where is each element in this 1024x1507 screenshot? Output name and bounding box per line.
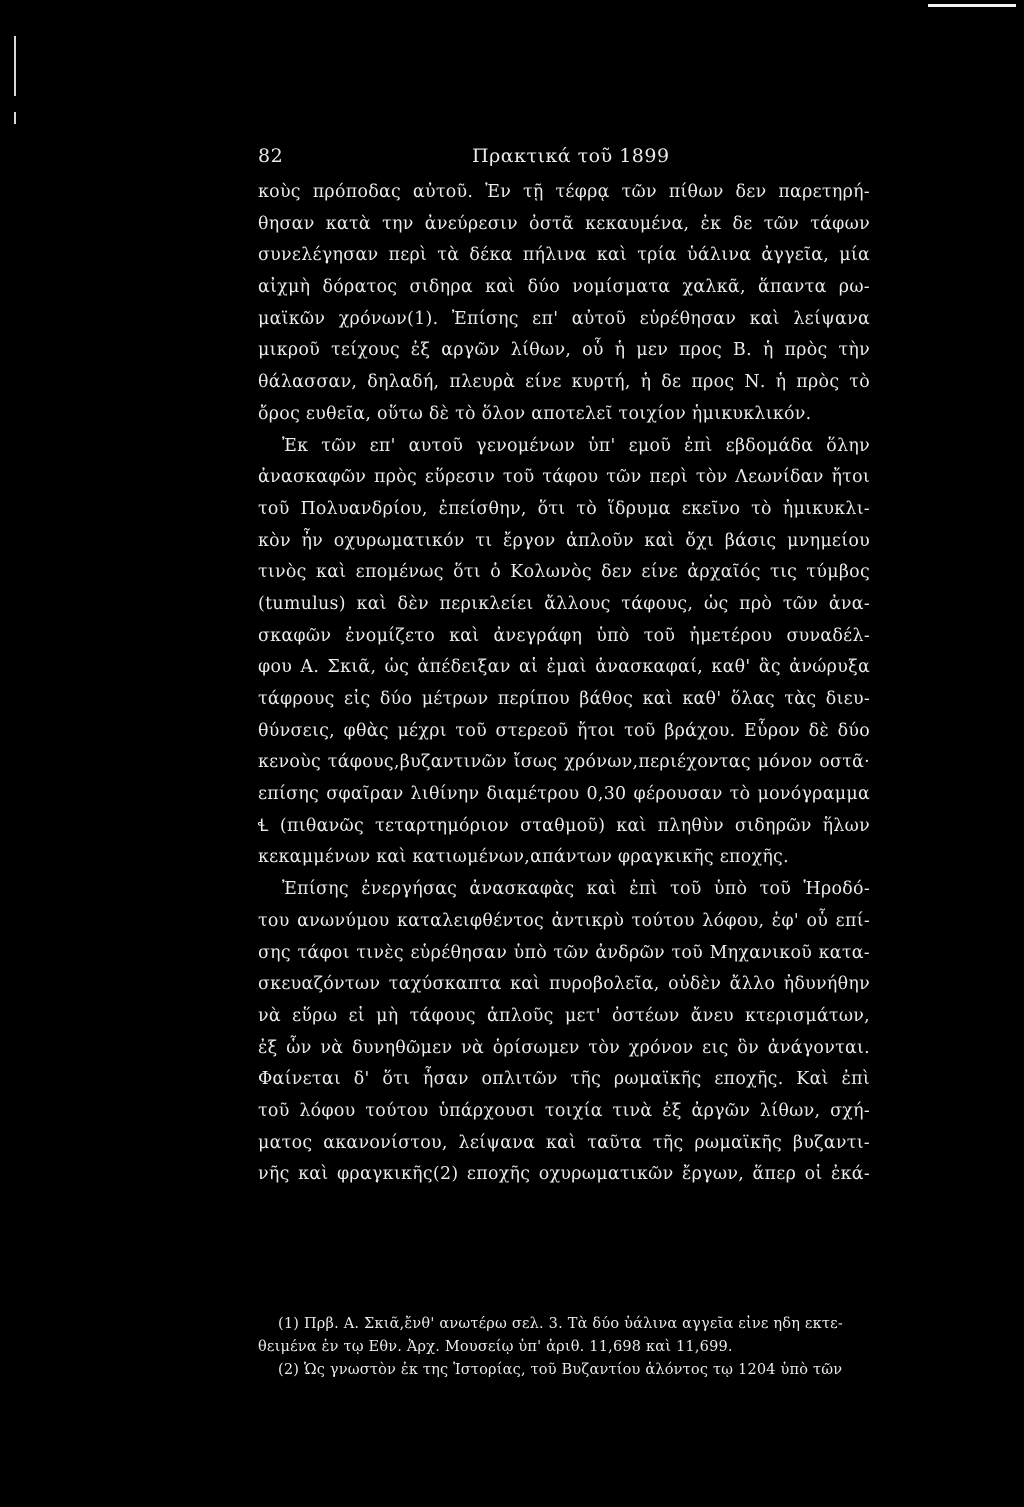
- text-line: κεκαμμένων καὶ κατιωμένων,απάντων φραγκικῆς εποχῆς.: [258, 847, 789, 868]
- text-line: συνελέγησαν περὶ τὰ δέκα πήλινα καὶ τρία ὑάλινα ἀγγεῖα, μία: [258, 245, 870, 266]
- text-line: νῆς καὶ φραγκικῆς(2) εποχῆς οχυρωματικῶν ἔργων, ἅπερ οἱ ἐκά-: [258, 1164, 870, 1185]
- text-line: τινὸς καὶ επομένως ὅτι ὁ Κολωνὸς δεν είνε ἀρχαῖός τις τύμβος: [258, 562, 870, 583]
- page-number: 82: [258, 145, 284, 167]
- body-text: [258, 177, 870, 1191]
- top-edge-rule: [928, 4, 1016, 7]
- running-title: Πρακτικά τοῦ 1899: [472, 145, 670, 167]
- text-line: τοῦ Πολυανδρίου, ἐπείσθην, ὅτι τὸ ἵδρυμα εκεῖνο τὸ ἡμικυκλι-: [258, 498, 870, 519]
- text-line: κὸν ἦν οχυρωματικόν τι ἔργον ἁπλοῦν καὶ ὄχι βάσις μνημείου: [258, 530, 870, 551]
- text-line: θάλασσαν, δηλαδή, πλευρὰ είνε κυρτή, ἡ δε προς Ν. ἡ πρὸς τὸ: [258, 372, 870, 393]
- text-line: αἰχμὴ δόρατος σιδηρα καὶ δύο νομίσματα χαλκᾶ, ἅπαντα ρω-: [258, 277, 870, 298]
- text-line: ἐξ ὧν νὰ δυνηθῶμεν νὰ ὁρίσωμεν τὸν χρόνον εις ὃν ἀνάγονται.: [258, 1037, 870, 1058]
- text-line: Ɬ (πιθανῶς τεταρτημόριον σταθμοῦ) καὶ πληθὺν σιδηρῶν ἥλων: [258, 815, 870, 836]
- text-line: νὰ εὕρω εἰ μὴ τάφους ἁπλοῦς μετ' ὀστέων ἄνευ κτερισμάτων,: [258, 1005, 870, 1026]
- page-header: [258, 145, 678, 175]
- scan-edge-mark: [14, 36, 16, 96]
- text-line: σκευαζόντων ταχύσκαπτα καὶ πυροβολεῖα, οὐδὲν ἄλλο ἠδυνήθην: [258, 974, 870, 995]
- text-line: τάφρους εἰς δύο μέτρων περίπου βάθος καὶ καθ' ὅλας τὰς διευ-: [258, 689, 870, 709]
- text-line: ματος ακανονίστου, λείψανα καὶ ταῦτα τῆς ρωμαϊκῆς βυζαντι-: [258, 1132, 870, 1153]
- text-line: κοὺς πρόποδας αὐτοῦ. Ἐν τῇ τέφρᾳ τῶν πίθων δεν παρετηρή-: [258, 182, 870, 202]
- text-line: θύνσεις, φθὰς μέχρι τοῦ στερεοῦ ἤτοι τοῦ βράχου. Εὗρον δὲ δύο: [258, 720, 870, 741]
- footnote-line: θειμένα ἐν τῳ Εθν. Ἀρχ. Μουσείῳ ὑπ' ἀριθ. 11,698 καὶ 11,699.: [258, 1339, 733, 1355]
- text-line: ἀνασκαφῶν πρὸς εὕρεσιν τοῦ τάφου τῶν περὶ τὸν Λεωνίδαν ἤτοι: [258, 467, 870, 488]
- text-line: Ἐπίσης ἐνεργήσας ἀνασκαφὰς καὶ ἐπὶ τοῦ ὑπὸ τοῦ Ἡροδό-: [282, 879, 870, 900]
- text-line: φου Α. Σκιᾶ, ὡς ἀπέδειξαν αἱ ἐμαὶ ἀνασκαφαί, καθ' ἃς ἀνώρυξα: [258, 657, 870, 678]
- footnote-line: (2) Ὡς γνωστὸν ἐκ της Ἱστορίας, τοῦ Βυζαντίου ἁλόντος τῳ 1204 ὑπὸ τῶν: [278, 1362, 843, 1378]
- text-line: κενοὺς τάφους,βυζαντινῶν ἴσως χρόνων,περιέχοντας μόνον οστᾶ·: [258, 752, 870, 773]
- text-line: μαϊκῶν χρόνων(1). Ἐπίσης επ' αὐτοῦ εὑρέθησαν καὶ λείψανα: [258, 308, 870, 329]
- text-line: του ανωνύμου καταλειφθέντος ἀντικρὺ τούτου λόφου, ἐφ' οὗ επί-: [258, 910, 870, 931]
- text-line: Φαίνεται δ' ὅτι ἦσαν οπλιτῶν τῆς ρωμαϊκῆς εποχῆς. Καὶ ἐπὶ: [258, 1069, 870, 1090]
- text-line: Ἐκ τῶν επ' αυτοῦ γενομένων ὑπ' εμοῦ ἐπὶ εβδομάδα ὅλην: [282, 435, 870, 456]
- text-line: τοῦ λόφου τούτου ὑπάρχουσι τοιχία τινὰ ἐξ ἀργῶν λίθων, σχή-: [258, 1100, 870, 1121]
- text-line: (tumulus) καὶ δὲν περικλείει ἄλλους τάφους, ὡς πρὸ τῶν ἀνα-: [258, 593, 870, 614]
- text-line: σης τάφοι τινὲς εὑρέθησαν ὑπὸ τῶν ἀνδρῶν τοῦ Μηχανικοῦ κατα-: [258, 942, 870, 963]
- footnotes: [258, 1313, 870, 1382]
- text-line: μικροῦ τείχους ἐξ αργῶν λίθων, οὗ ἡ μεν προς Β. ἡ πρὸς τὴν: [258, 340, 870, 361]
- footnote-line: (1) Πρβ. Α. Σκιᾶ,ἔνθ' ανωτέρω σελ. 3. Τὰ δύο ὑάλινα αγγεῖα εἰνε ηδη εκτε-: [278, 1316, 843, 1332]
- scan-edge-mark: [14, 112, 16, 124]
- text-line: θησαν κατὰ την ἀνεύρεσιν ὀστᾶ κεκαυμένα, ἐκ δε τῶν τάφων: [258, 213, 870, 234]
- text-line: επίσης σφαῖραν λιθίνην διαμέτρου 0,30 φέρουσαν τὸ μονόγραμμα: [258, 784, 870, 805]
- text-line: ὄρος ευθεῖα, οὕτω δὲ τὸ ὅλον αποτελεῖ τοιχίον ἡμικυκλικόν.: [258, 403, 812, 424]
- text-line: σκαφῶν ἐνομίζετο καὶ ἀνεγράφη ὑπὸ τοῦ ἡμετέρου συναδέλ-: [258, 625, 870, 646]
